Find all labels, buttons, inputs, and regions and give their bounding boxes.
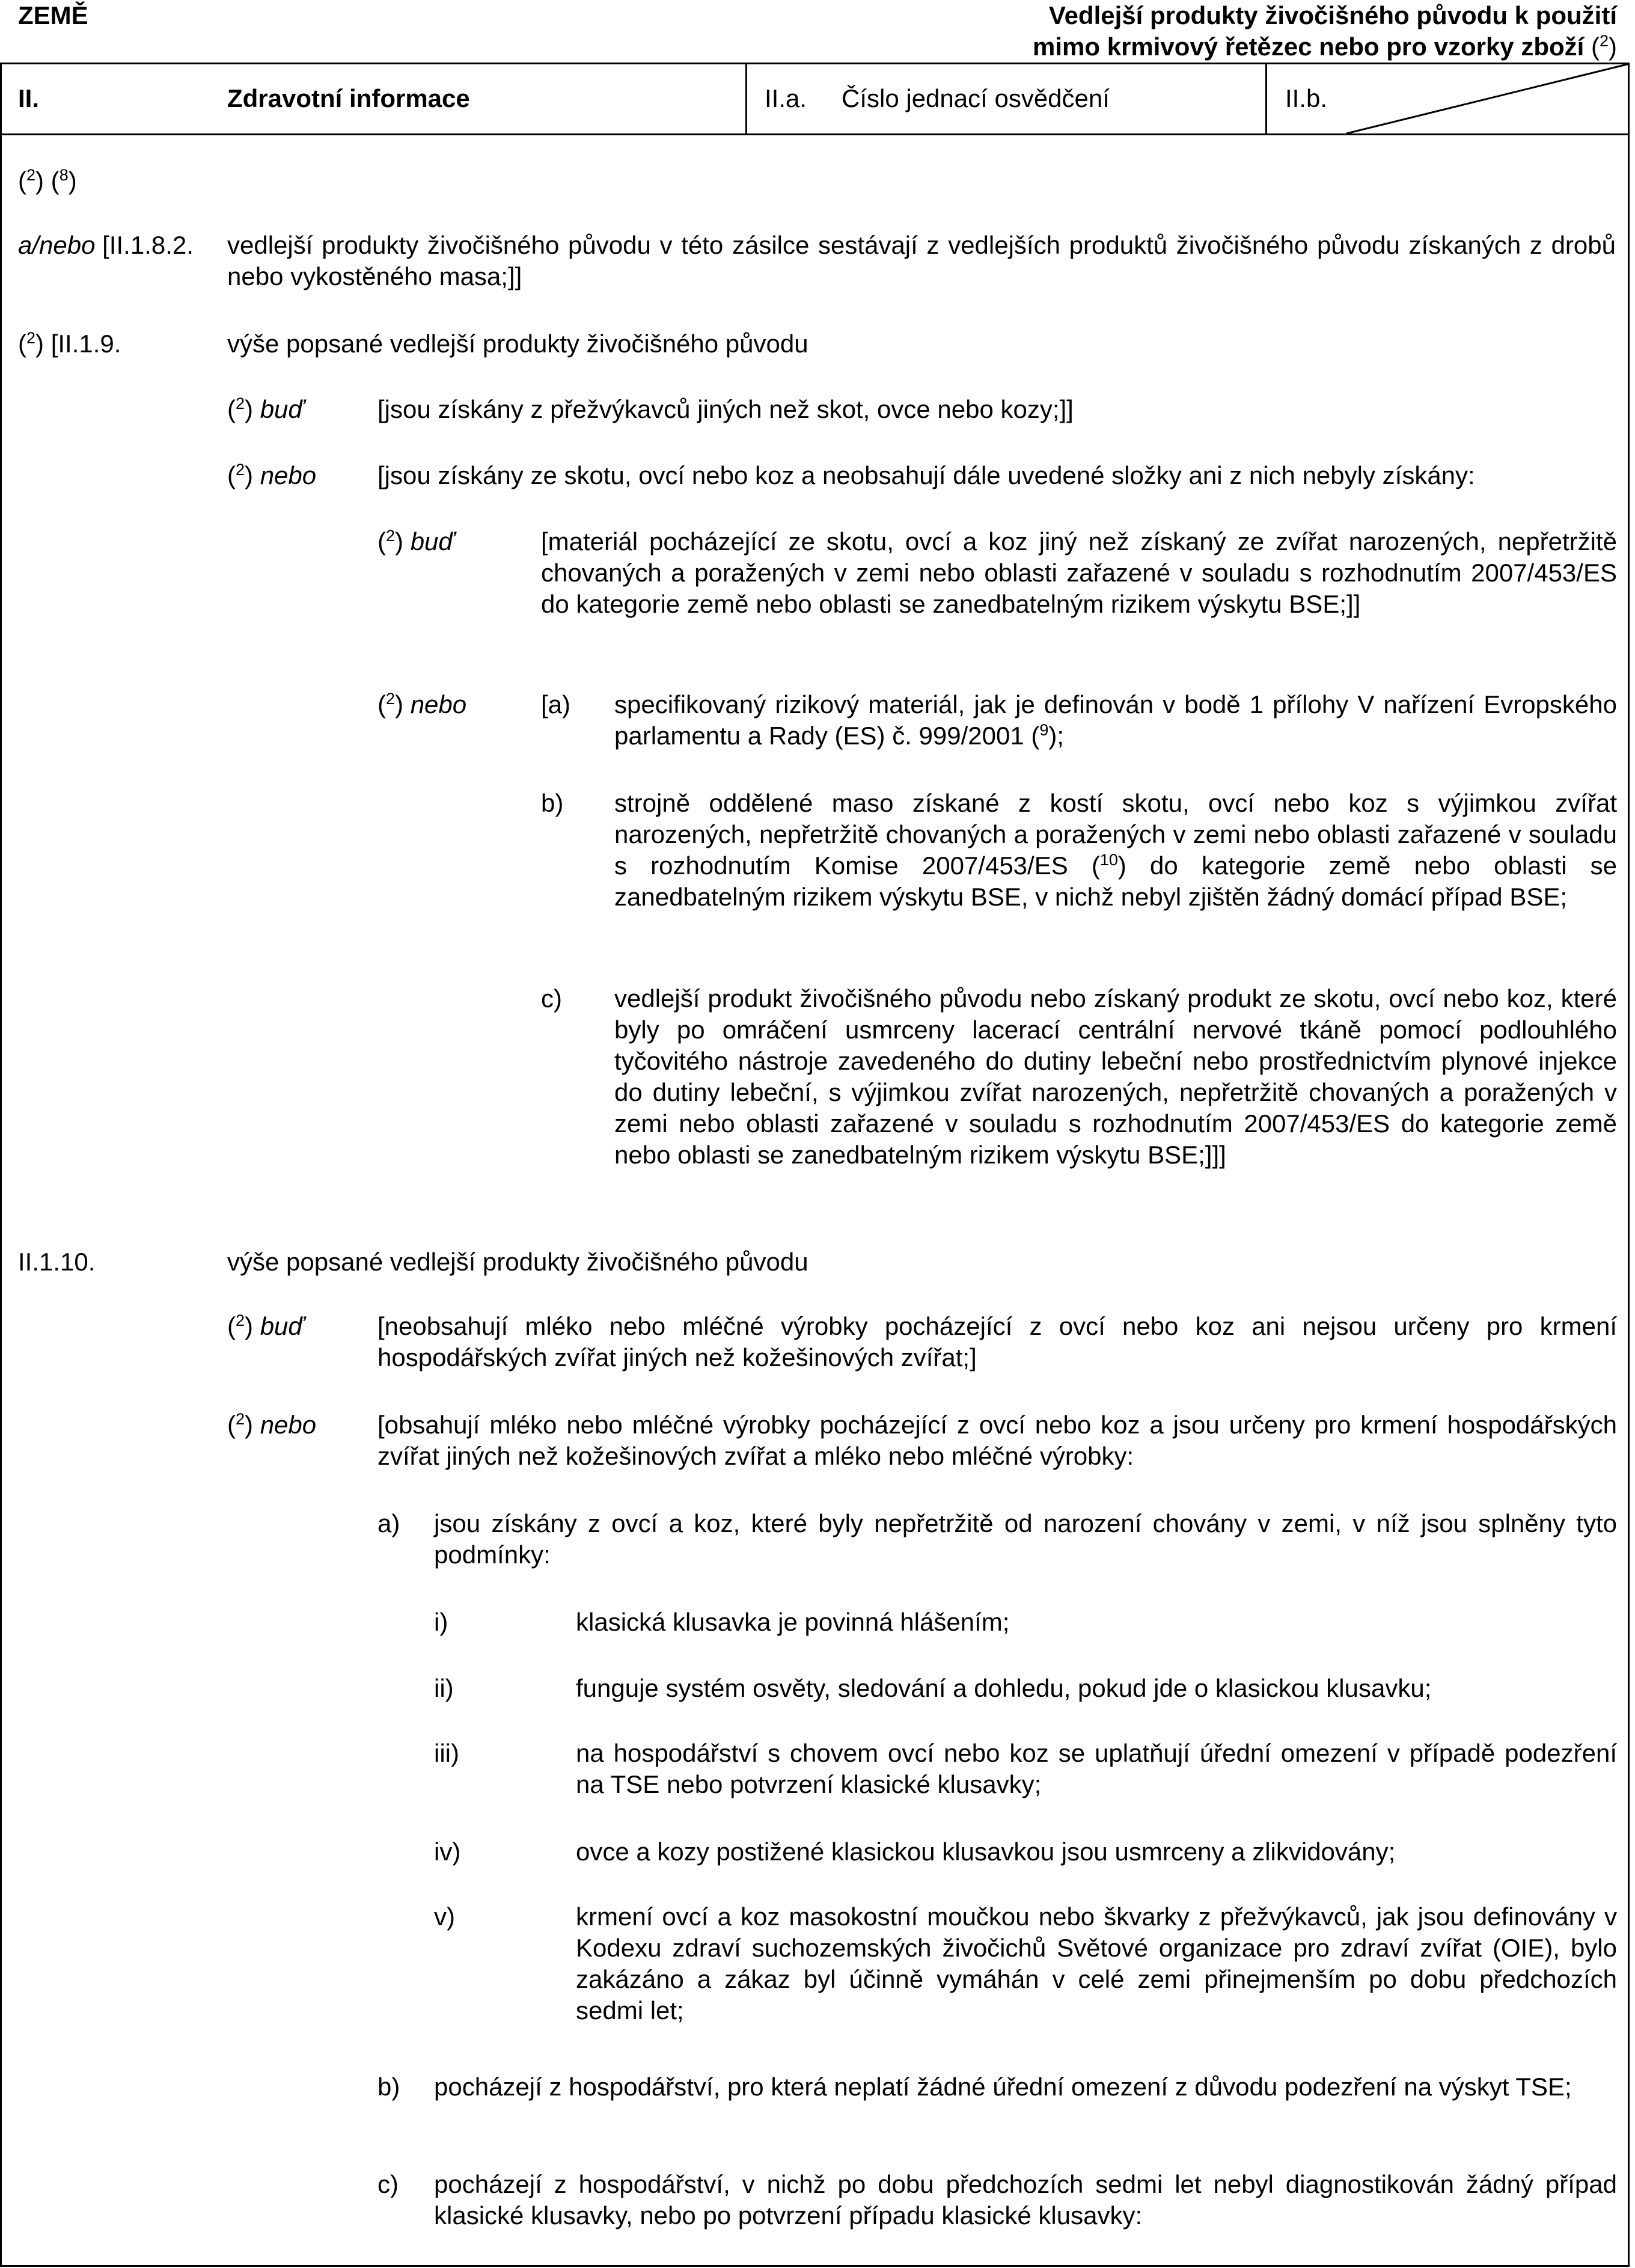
roman-label: ii): [434, 1674, 454, 1702]
item-19-option1-text: [jsou získány z přežvýkavců jiných než skot, ovce nebo kozy;]]: [377, 395, 1074, 423]
item-110-b-text: pocházejí z hospodářství, pro která neplatí žádné úřední omezení z důvodu podezření na výskyt TSE;: [434, 2073, 1572, 2101]
section-row-diagonal: [0, 0, 1635, 144]
roman-label: v): [434, 1902, 455, 1931]
item-110-option2-text: [obsahují mléko nebo mléčné výrobky pocházející z ovcí nebo koz a jsou určeny pro krmení hospodářských zvířat jiných než kožešinových zvířat a mléko nebo mléčné výrobky:: [377, 1411, 1617, 1470]
item-110-option1-label: ($^2$) buď: [227, 1311, 304, 1340]
reference-a-label: II.a.: [765, 84, 807, 112]
item-818-label: a/nebo [II.1.8.2.: [18, 231, 194, 259]
roman-text: ovce a kozy postižené klasickou klusavkou jsou usmrceny a zlikvidovány;: [576, 1837, 1396, 1866]
item-110-c-text: pocházejí z hospodářství, v nichž po dobu předchozích sedmi let nebyl diagnostikován žádný případ klasické klusavky, nebo po potvrzení případu klasické klusavky:: [434, 2170, 1617, 2230]
item-19-sub2-label: ($^2$) nebo: [377, 690, 467, 719]
certificate-title-line1: Vedlejší produkty živočišného původu k použití: [1048, 1, 1617, 29]
section-title: Zdravotní informace: [227, 84, 470, 112]
item-110-a-text: jsou získány z ovcí a koz, které byly nepřetržitě od narození chovány v zemi, v níž jsou splněny tyto podmínky:: [434, 1509, 1617, 1569]
item-19-a-label: [a): [541, 690, 571, 719]
footnote-ref: 2: [1599, 32, 1609, 50]
item-110-intro: výše popsané vedlejší produkty živočišného původu: [227, 1248, 808, 1276]
item-19-option2-text: [jsou získány ze skotu, ovcí nebo koz a neobsahují dále uvedené složky ani z nich nebyly získány:: [377, 461, 1475, 489]
country-label: ZEMĚ: [18, 1, 88, 29]
item-110-c-label: c): [377, 2170, 399, 2198]
roman-label: i): [434, 1608, 448, 1636]
roman-label: iii): [434, 1739, 459, 1767]
item-19-b-text: strojně oddělené maso získané z kostí skotu, ovcí nebo koz s výjimkou zvířat narozených, nepřetržitě chovaných a poražených v zemi nebo oblasti zařazené v souladu s rozhodnutím Komise 2007/453/ES ($^{10}$) do kategorie země nebo oblasti se zanedbatelným rizikem výskytu BSE, v nichž nebyl zjištěn žádný domácí případ BSE;: [614, 789, 1618, 911]
item-19-intro: výše popsané vedlejší produkty živočišného původu: [227, 329, 808, 358]
item-19-option1-label: ($^2$) buď: [227, 394, 304, 423]
item-110-option1-text: [neobsahují mléko nebo mléčné výrobky pocházející z ovcí nebo koz ani nejsou určeny pro krmení hospodářských zvířat jiných než kožešinových zvířat;]: [377, 1312, 1617, 1372]
certificate-title-line2: mimo krmivový řetězec nebo pro vzorky zboží ($^2$): [1033, 32, 1617, 61]
roman-text: klasická klusavka je povinná hlášením;: [576, 1608, 1010, 1636]
item-19-option2-label: ($^2$) nebo: [227, 461, 317, 489]
reference-a-title: Číslo jednací osvědčení: [842, 84, 1110, 112]
item-110-a-label: a): [377, 1509, 400, 1537]
roman-text: funguje systém osvěty, sledování a dohledu, pokud jde o klasickou klusavku;: [576, 1674, 1432, 1702]
item-19-sub1-text: [materiál pocházející ze skotu, ovcí a koz jiný než získaný ze zvířat narozených, nepřetržitě chovaných a poražených v zemi nebo oblasti zařazené v souladu s rozhodnutím 2007/453/ES do kategorie země nebo oblasti se zanedbatelným rizikem výskytu BSE;]]: [541, 527, 1617, 618]
item-19-b-label: b): [541, 789, 564, 817]
item-19-c-text: vedlejší produkt živočišného původu nebo získaný produkt ze skotu, ovcí nebo koz, které byly po omráčení usmrceny lacerací centrální nervové tkáně pomocí podlouhlého tyčovitého nástroje zavedeného do dutiny lebeční nebo prostřednictvím plynové injekce do dutiny lebeční, s výjimkou zvířat narozených, nepřetržitě chovaných a poražených v zemi nebo oblasti zařazené v souladu s rozhodnutím 2007/453/ES do kategorie země nebo oblasti se zanedbatelným rizikem výskytu BSE;]]]: [614, 984, 1617, 1169]
reference-b-label: II.b.: [1285, 84, 1328, 112]
roman-text: na hospodářství s chovem ovcí nebo koz se uplatňují úřední omezení v případě podezření na TSE nebo potvrzení klasické klusavky;: [576, 1739, 1617, 1798]
item-110-label: II.1.10.: [18, 1248, 96, 1276]
item-19-a-text: specifikovaný rizikový materiál, jak je definován v bodě 1 přílohy V nařízení Evropského parlamentu a Rady (ES) č. 999/2001 ($^9$);: [614, 690, 1617, 750]
roman-label: iv): [434, 1837, 461, 1866]
item-818-text: vedlejší produkty živočišného původu v této zásilce sestávají z vedlejších produktů živočišného původu získaných z drobů nebo vykostěného masa;]]: [227, 231, 1616, 290]
item-19-sub1-label: ($^2$) buď: [377, 527, 454, 556]
footnote-refs: ($^2$) ($^8$): [18, 166, 77, 195]
item-110-option2-label: ($^2$) nebo: [227, 1410, 317, 1439]
roman-text: krmení ovcí a koz masokostní moučkou nebo škvarky z přežvýkavců, jak jsou definovány v Kodexu zdraví suchozemských živočichů Světové organizace pro zdraví zvířat (OIE), bylo zakázáno a zákaz byl účinně vymáhán v celé zemi přinejmenším po dobu předchozích sedmi let;: [576, 1902, 1617, 2024]
item-110-b-label: b): [377, 2073, 400, 2101]
item-19-label: ($^2$) [II.1.9.: [18, 329, 121, 358]
item-19-c-label: c): [541, 984, 562, 1013]
section-number: II.: [18, 84, 40, 112]
